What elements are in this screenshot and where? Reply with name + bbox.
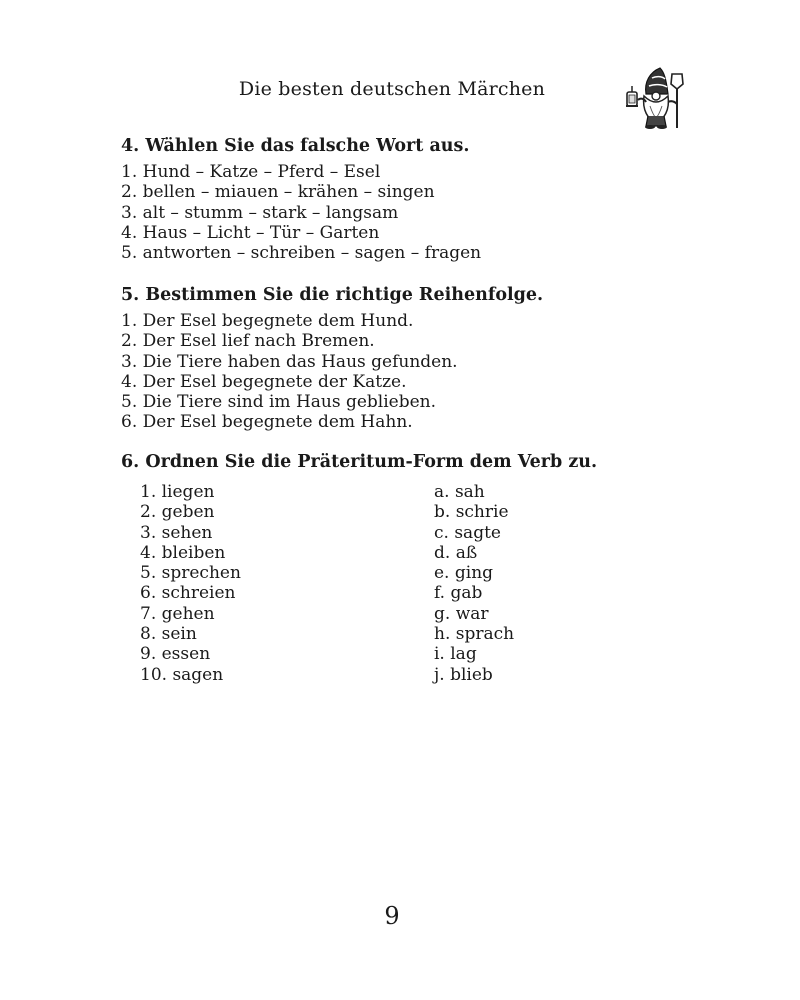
exercise-title: 5. Bestimmen Sie die richtige Reihenfolge. <box>121 285 544 305</box>
verb-item: 1. liegen <box>140 482 215 502</box>
verb-item: 10. sagen <box>140 664 224 685</box>
book-title: Die besten deutschen Märchen <box>238 78 546 100</box>
verb-item: 7. gehen <box>140 603 215 624</box>
preterite-item: c. sagte <box>434 522 501 543</box>
preterite-item: b. schrie <box>434 502 509 523</box>
verb-item: 8. sein <box>140 624 197 645</box>
verb-item: 6. schreien <box>140 583 236 604</box>
list-item: 2. Der Esel lief nach Bremen. <box>121 331 375 352</box>
preterite-item: i. lag <box>434 644 477 665</box>
list-item: 2. bellen – miauen – krähen – singen <box>121 182 435 203</box>
matching-columns <box>121 482 721 692</box>
list-item: 3. Die Tiere haben das Haus gefunden. <box>121 351 458 372</box>
list-item: 5. Die Tiere sind im Haus geblieben. <box>121 392 437 413</box>
list-item: 6. Der Esel begegnete dem Hahn. <box>121 412 413 433</box>
list-item: 4. Der Esel begegnete der Katze. <box>121 371 407 392</box>
preterite-item: g. war <box>434 603 489 624</box>
preterite-item: a. sah <box>434 482 485 502</box>
list-item: 4. Haus – Licht – Tür – Garten <box>121 222 380 243</box>
page-number: 9 <box>384 902 400 930</box>
exercise-6 <box>121 452 721 692</box>
preterite-item: h. sprach <box>434 624 515 645</box>
list-item: 5. antworten – schreiben – sagen – fragen <box>121 243 482 264</box>
verb-item: 9. essen <box>140 644 211 665</box>
exercise-title: 6. Ordnen Sie die Präteritum-Form dem Verb zu. <box>121 452 598 472</box>
verb-item: 2. geben <box>140 502 215 523</box>
exercise-title: 4. Wählen Sie das falsche Wort aus. <box>121 136 470 156</box>
list-item: 1. Hund – Katze – Pferd – Esel <box>121 162 381 182</box>
list-item: 1. Der Esel begegnete dem Hund. <box>121 311 414 331</box>
exercise-4 <box>121 136 721 263</box>
verb-item: 4. bleiben <box>140 542 226 563</box>
preterite-item: f. gab <box>434 583 483 604</box>
preterite-item: e. ging <box>434 563 494 584</box>
gnome-lantern-icon <box>622 64 692 130</box>
verb-column <box>140 482 241 685</box>
verb-item: 3. sehen <box>140 522 213 543</box>
preterite-item: j. blieb <box>434 664 493 685</box>
preterite-column <box>434 482 514 685</box>
verb-item: 5. sprechen <box>140 563 241 584</box>
exercise-5 <box>121 285 721 433</box>
list-item: 3. alt – stumm – stark – langsam <box>121 202 399 223</box>
preterite-item: d. aß <box>434 542 478 563</box>
